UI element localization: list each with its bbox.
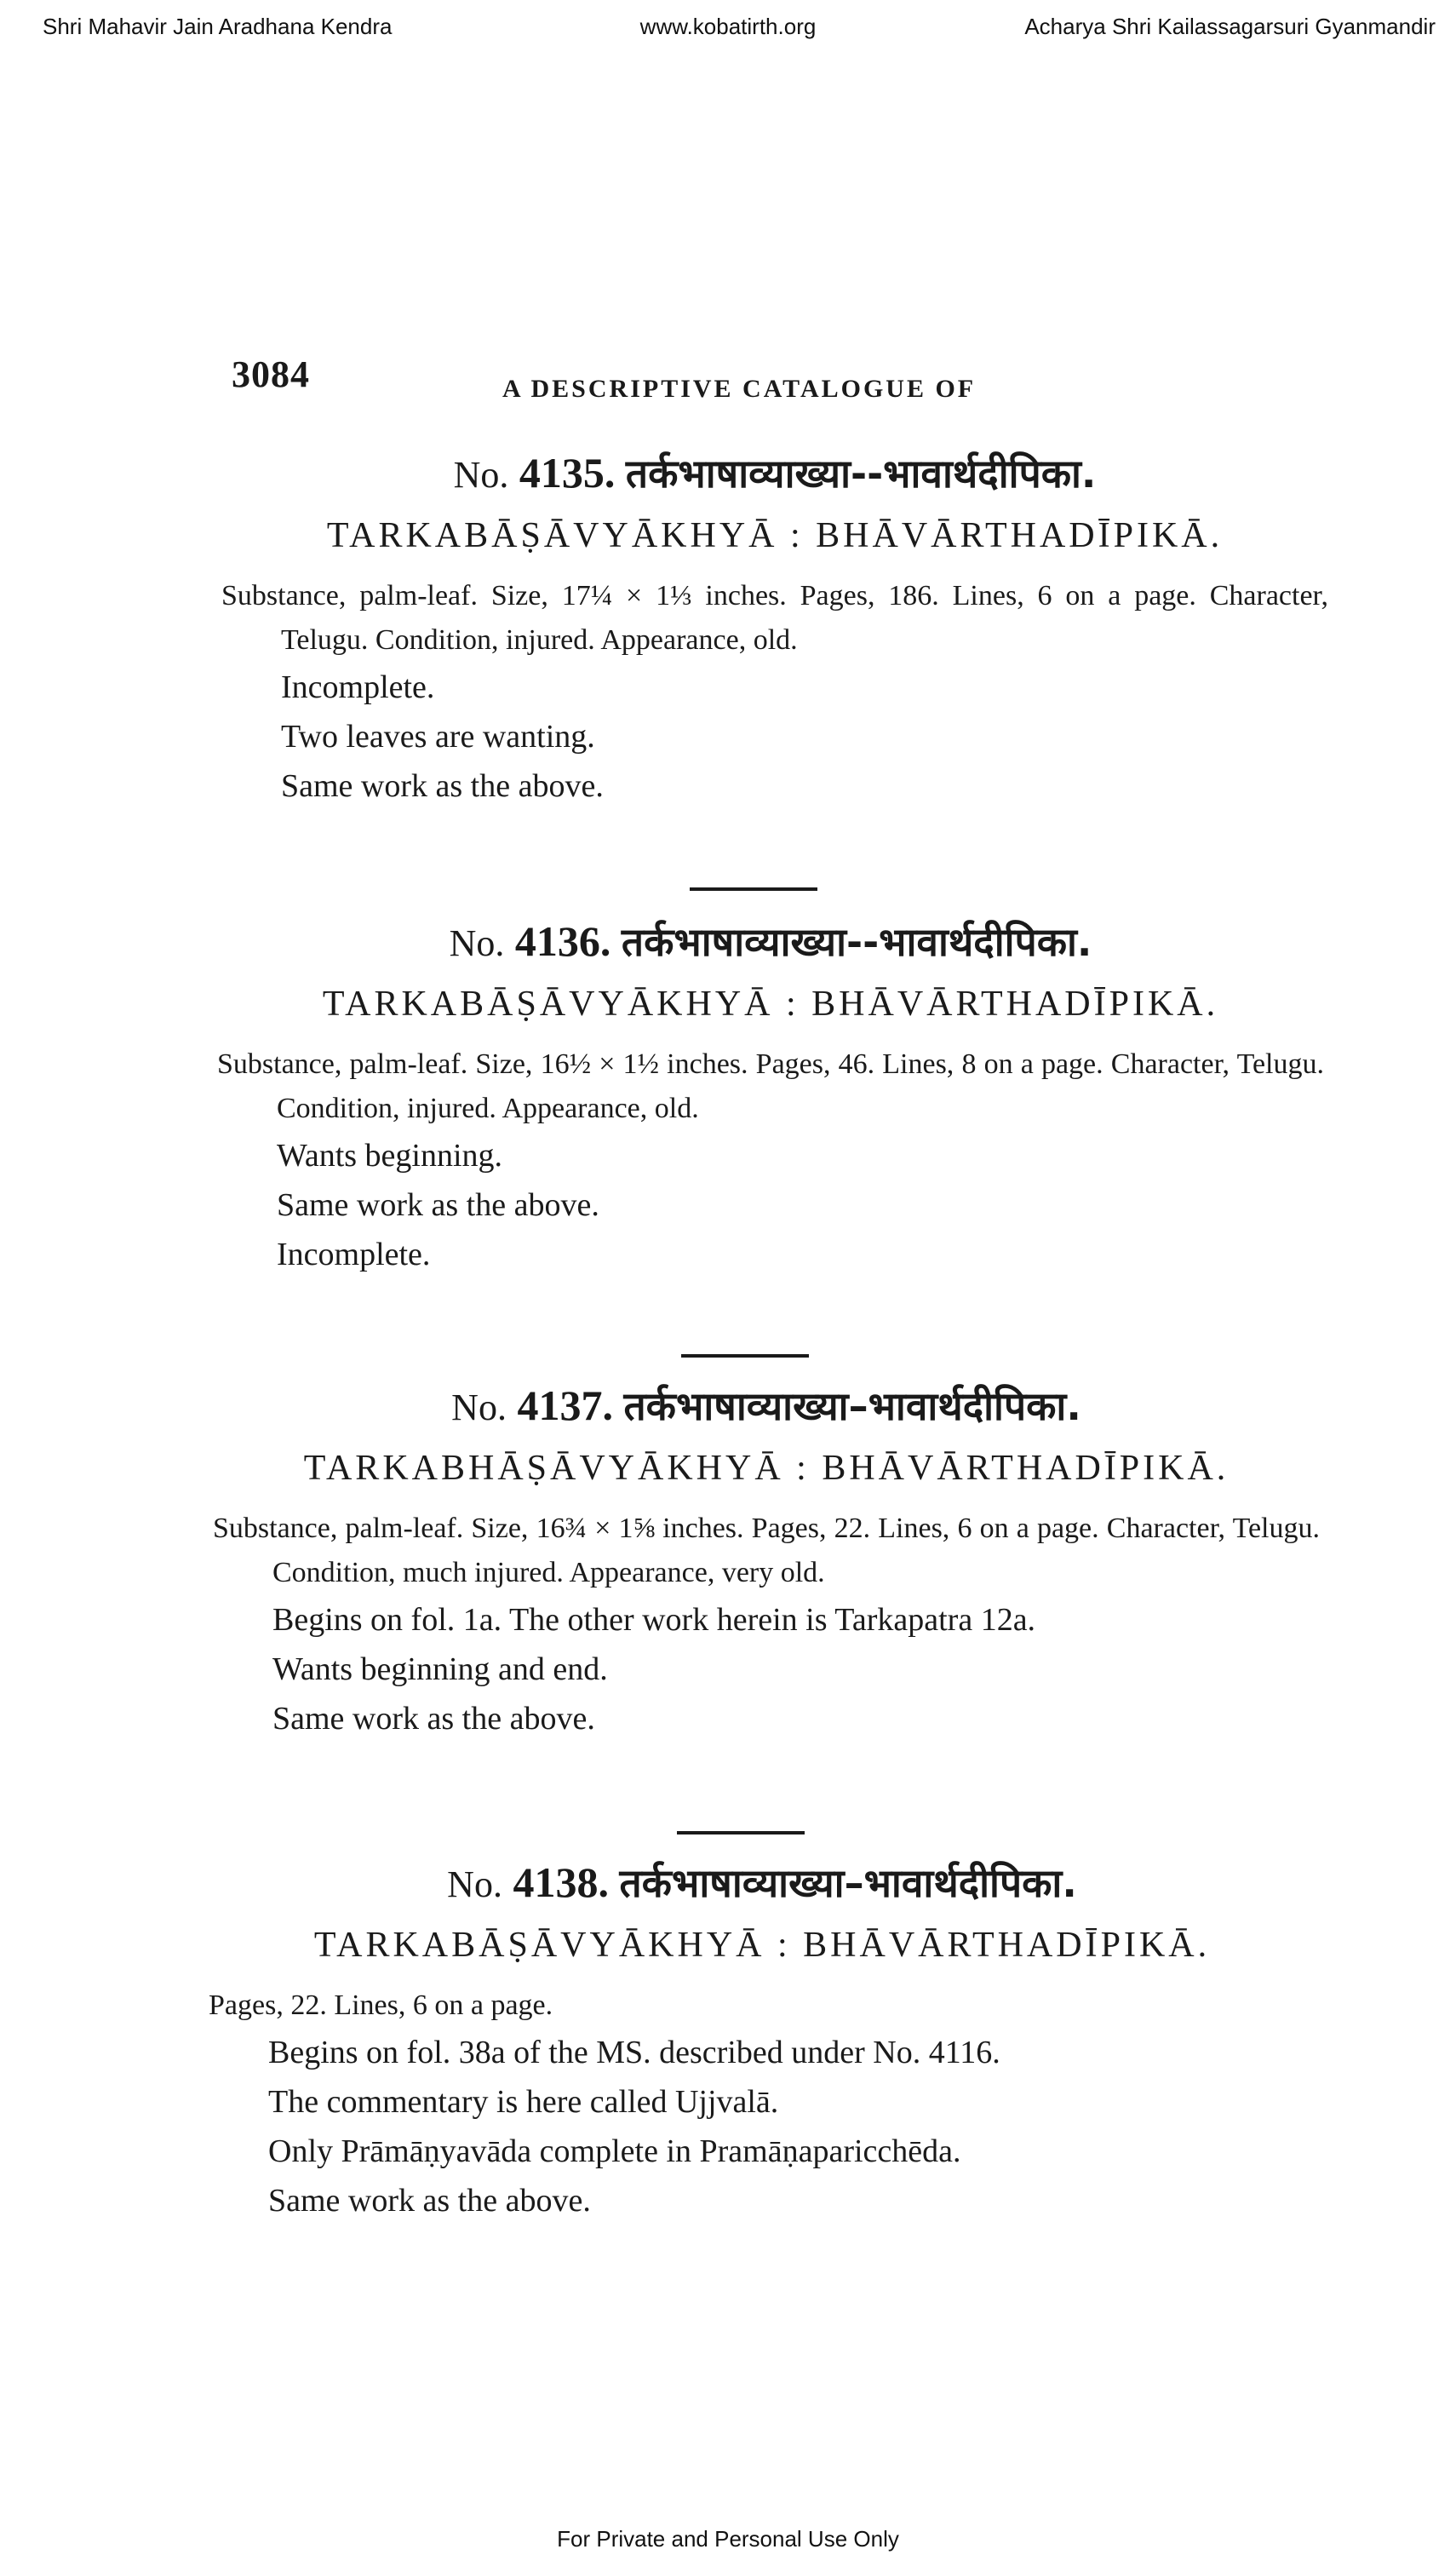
header-right-text: Acharya Shri Kailassagarsuri Gyanmandir <box>1024 14 1436 39</box>
entry-note: Same work as the above. <box>281 768 604 804</box>
entry-heading <box>213 1380 1320 1433</box>
entry-note: Two leaves are wanting. <box>281 719 595 755</box>
site-header <box>0 14 1456 48</box>
entry-heading <box>217 916 1324 969</box>
entry-note: Same work as the above. <box>272 1701 595 1737</box>
entry-number: 4135. <box>519 449 616 497</box>
page-number: 3084 <box>232 353 310 395</box>
entry-transliterated-title: TARKABĀṢĀVYĀKHYĀ : BHĀVĀRTHADĪPIKĀ. <box>322 985 1219 1024</box>
running-head: A DESCRIPTIVE CATALOGUE OF <box>502 375 977 403</box>
catalogue-entry <box>221 447 1328 811</box>
section-divider <box>690 887 817 891</box>
entry-no-label: No. <box>447 1863 502 1905</box>
section-divider <box>677 1831 805 1834</box>
entry-heading <box>209 1857 1316 1910</box>
entry-note: Begins on fol. 1a. The other work herein is Tarkapatra 12a. <box>272 1602 1036 1638</box>
entry-transliterated-title: TARKABĀṢĀVYĀKHYĀ : BHĀVĀRTHADĪPIKĀ. <box>326 516 1224 555</box>
entry-devanagari-title: तर्कभाषाव्याख्या--भावार्थदीपिका. <box>625 451 1097 497</box>
entry-note: Wants beginning. <box>277 1138 503 1174</box>
section-divider <box>681 1354 809 1358</box>
header-left-text: Shri Mahavir Jain Aradhana Kendra <box>43 14 393 39</box>
header-center-url[interactable]: www.kobatirth.org <box>639 14 817 39</box>
entry-number: 4136. <box>514 917 611 965</box>
entry-note: Incomplete. <box>281 669 435 705</box>
entry-transliterated-title: TARKABHĀṢĀVYĀKHYĀ : BHĀVĀRTHADĪPIKĀ. <box>303 1449 1230 1488</box>
entry-number: 4137. <box>517 1381 613 1429</box>
entry-description: Pages, 22. Lines, 6 on a page. <box>209 1989 553 2021</box>
entry-no-label: No. <box>451 1387 507 1428</box>
entry-note: Begins on fol. 38a of the MS. described under No. 4116. <box>268 2035 1000 2070</box>
entry-devanagari-title: तर्कभाषाव्याख्या–भावार्थदीपिका. <box>619 1860 1077 1906</box>
entry-note: The commentary is here called Ujjvalā. <box>268 2084 779 2120</box>
entry-transliterated-title: TARKABĀṢĀVYĀKHYĀ : BHĀVĀRTHADĪPIKĀ. <box>313 1926 1211 1965</box>
entry-heading <box>221 447 1328 501</box>
entry-note: Same work as the above. <box>268 2183 591 2219</box>
entry-note: Wants beginning and end. <box>272 1651 608 1687</box>
entry-no-label: No. <box>449 922 505 964</box>
entry-description: Substance, palm-leaf. Size, 16¾ × 1⅝ inches. Pages, 22. Lines, 6 on a page. Character, Telugu. Condition, much injured. Appearance, very old. <box>213 1513 1320 1588</box>
entry-devanagari-title: तर्कभाषाव्याख्या–भावार्थदीपिका. <box>623 1383 1081 1429</box>
catalogue-entry <box>209 1857 1316 2225</box>
entry-note: Only Prāmāṇyavāda complete in Pramāṇaparicchēda. <box>268 2133 961 2169</box>
entry-description: Substance, palm-leaf. Size, 17¼ × 1⅓ inches. Pages, 186. Lines, 6 on a page. Character, Telugu. Condition, injured. Appearance, old. <box>221 580 1328 656</box>
entry-note: Same work as the above. <box>277 1187 599 1223</box>
catalogue-entry <box>217 916 1324 1279</box>
entry-devanagari-title: तर्कभाषाव्याख्या--भावार्थदीपिका. <box>621 919 1092 965</box>
catalogue-entry <box>213 1380 1320 1743</box>
footer-notice: For Private and Personal Use Only <box>557 2526 899 2552</box>
entry-description: Substance, palm-leaf. Size, 16½ × 1½ inches. Pages, 46. Lines, 8 on a page. Character, Telugu. Condition, injured. Appearance, old. <box>217 1048 1324 1124</box>
entry-note: Incomplete. <box>277 1237 431 1272</box>
entry-no-label: No. <box>453 454 509 496</box>
entry-number: 4138. <box>513 1858 609 1906</box>
